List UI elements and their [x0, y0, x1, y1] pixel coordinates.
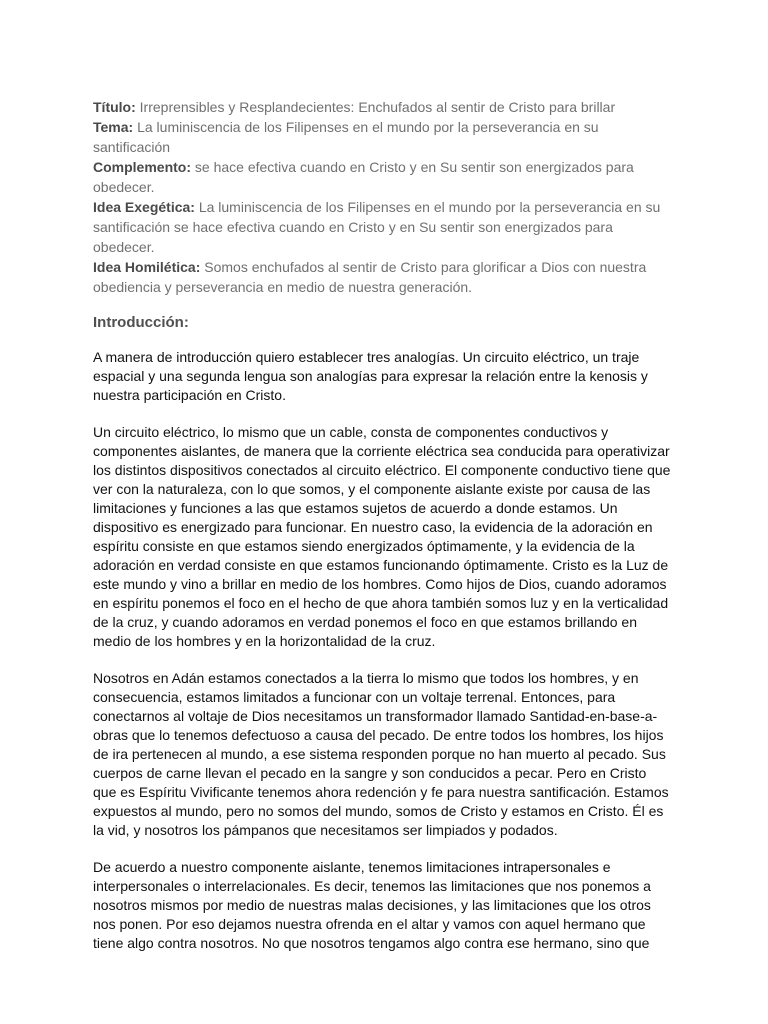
sermon-outline: [93, 97, 673, 297]
outline-exegetical-idea: [93, 197, 673, 257]
outline-value: La luminiscencia de los Filipenses en el mundo por la perseverancia en su santificación se hace efectiva cuando en Cristo y en Su sentir son energizados para obedecer.: [93, 199, 661, 255]
outline-value: La luminiscencia de los Filipenses en el mundo por la perseverancia en su santificación: [93, 119, 599, 155]
outline-label: Título:: [93, 99, 136, 115]
outline-label: Idea Exegética:: [93, 199, 195, 215]
outline-label: Idea Homilética:: [93, 259, 201, 275]
body-text: [93, 348, 673, 953]
outline-homiletic-idea: [93, 257, 673, 297]
outline-value: se hace efectiva cuando en Cristo y en Su sentir son energizados para obedecer.: [93, 159, 634, 195]
section-heading: Introducción:: [93, 314, 189, 331]
paragraph: Un circuito eléctrico, lo mismo que un cable, consta de componentes conductivos y componentes aislantes, de manera que la corriente eléctrica sea conducida para operativizar los distintos dispositivos conectados al circuito eléctrico. El componente conductivo tiene que ver con la naturaleza, con lo que somos, y el componente aislante existe por causa de las limitaciones y funciones a las que estamos sujetos de acuerdo a donde estamos. Un dispositivo es energizado para funcionar. En nuestro caso, la evidencia de la adoración en espíritu consiste en que estamos siendo energizados óptimamente, y la evidencia de la adoración en verdad consiste en que estamos funcionando óptimamente. Cristo es la Luz de este mundo y vino a brillar en medio de los hombres. Como hijos de Dios, cuando adoramos en espíritu ponemos el foco en el hecho de que ahora también somos luz y en la verticalidad de la cruz, y cuando adoramos en verdad ponemos el foco en que estamos brillando en medio de los hombres y en la horizontalidad de la cruz.: [93, 424, 671, 649]
document-page: [93, 97, 673, 971]
paragraph: De acuerdo a nuestro componente aislante, tenemos limitaciones intrapersonales e interpersonales o interrelacionales. Es decir, tenemos las limitaciones que nos ponemos a nosotros mismos por medio de nuestras malas decisiones, y las limitaciones que los otros nos ponen. Por eso dejamos nuestra ofrenda en el altar y vamos con aquel hermano que tiene algo contra nosotros. No que nosotros tengamos algo contra ese hermano, sino que: [93, 859, 651, 951]
outline-theme: [93, 117, 673, 157]
outline-value: Somos enchufados al sentir de Cristo para glorificar a Dios con nuestra obediencia y perseverancia en medio de nuestra generación.: [93, 259, 647, 295]
paragraph: A manera de introducción quiero establecer tres analogías. Un circuito eléctrico, un traje espacial y una segunda lengua son analogías para expresar la relación entre la kenosis y nuestra participación en Cristo.: [93, 349, 648, 403]
outline-title: [93, 97, 673, 117]
outline-label: Tema:: [93, 119, 134, 135]
paragraph: Nosotros en Adán estamos conectados a la tierra lo mismo que todos los hombres, y en consecuencia, estamos limitados a funcionar con un voltaje terrenal. Entonces, para conectarnos al voltaje de Dios necesitamos un transformador llamado Santidad-en-base-a-obras que lo tenemos defectuoso a causa del pecado. De entre todos los hombres, los hijos de ira pertenecen al mundo, a ese sistema responden porque no han muerto al pecado. Sus cuerpos de carne llevan el pecado en la sangre y son conducidos a pecar. Pero en Cristo que es Espíritu Vivificante tenemos ahora redención y fe para nuestra santificación. Estamos expuestos al mundo, pero no somos del mundo, somos de Cristo y estamos en Cristo. Él es la vid, y nosotros los pámpanos que necesitamos ser limpiados y podados.: [93, 670, 669, 838]
outline-value: Irreprensibles y Resplandecientes: Enchufados al sentir de Cristo para brillar: [135, 99, 616, 115]
outline-label: Complemento:: [93, 159, 191, 175]
outline-complement: [93, 157, 673, 197]
